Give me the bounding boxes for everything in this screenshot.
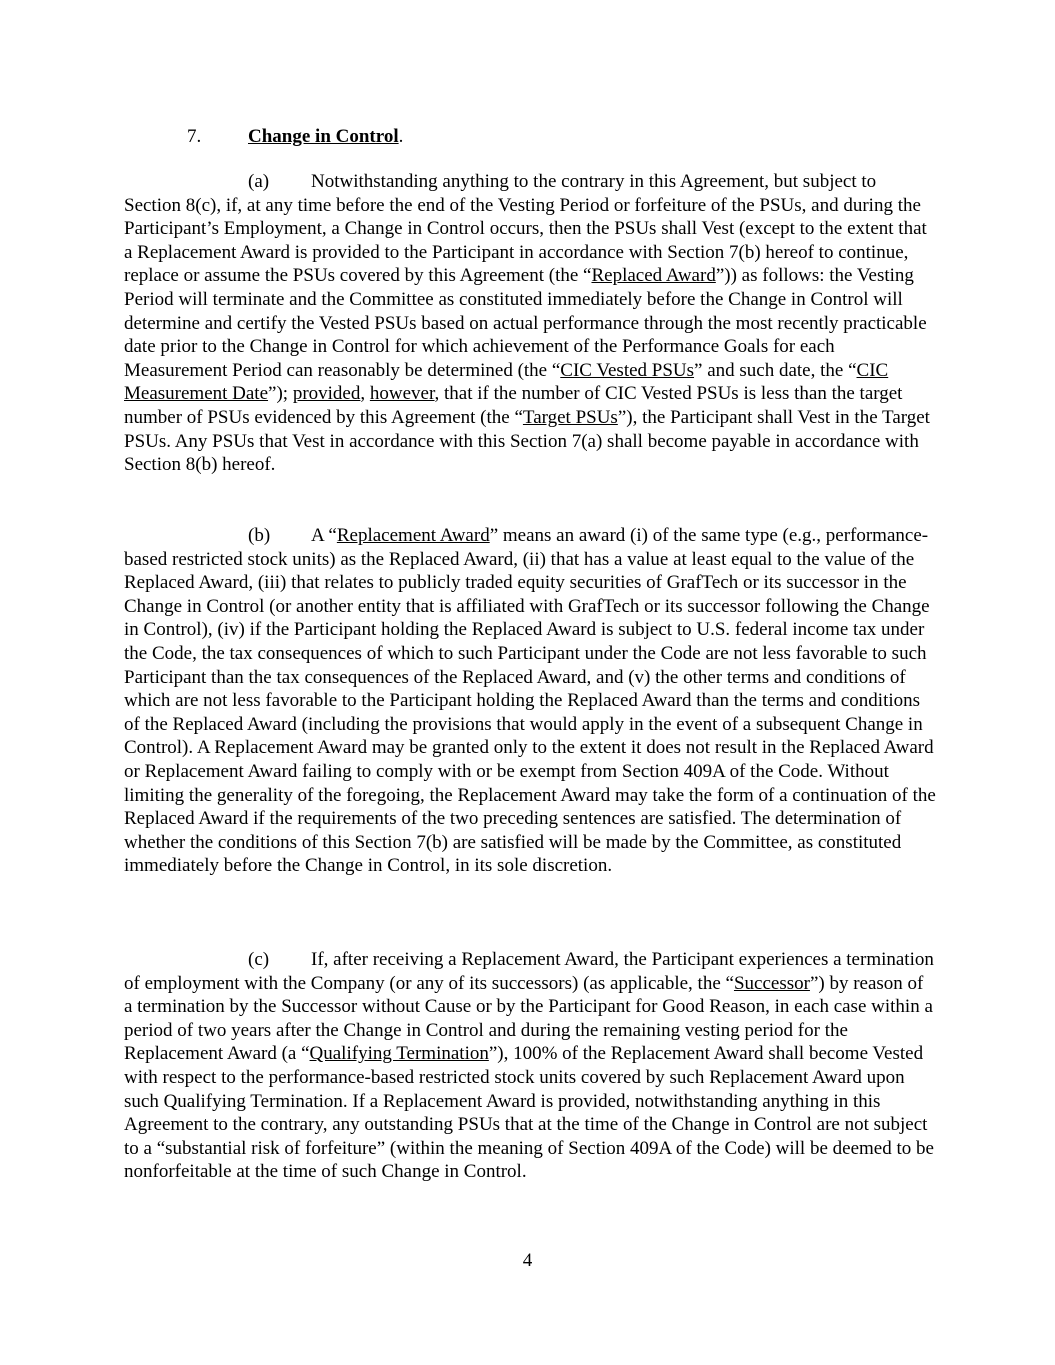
paragraph-a-text: , that if the number of CIC Vested PSUs is less than the target number of PSUs evidenced by this Agreement (the “	[124, 383, 903, 428]
defined-term-cic-vested-psus: CIC Vested PSUs	[560, 359, 695, 381]
paragraph-a-text: ” and such date, the “	[694, 359, 857, 381]
paragraph-a-text: ,	[360, 383, 370, 405]
section-title-suffix: .	[398, 126, 404, 147]
section-title: Change in Control	[248, 126, 399, 147]
emphasis-however: however	[369, 383, 435, 405]
defined-term-cic-measurement-date: CIC Measurement Date	[124, 359, 889, 405]
paragraph-c-text: ”) by reason of a termination by the Successor without Cause or by the Participant for Good Reason, in each case within a period of two years after the Change in Control and during the remaining vesting period for the Replacement Award (a “	[124, 972, 933, 1065]
paragraph-a-text: Notwithstanding anything to the contrary in this Agreement, but subject to Section 8(c), if, at any time before the end of the Vesting Period or forfeiture of the PSUs, and during the Participant’s Employment, a Change in Control occurs, then the PSUs shall Vest (except to the extent that a Replacement Award is provided to the Participant in accordance with Section 7(b) hereof to continue, replace or assume the PSUs covered by this Agreement (the “	[124, 171, 927, 287]
defined-term-target-psus: Target PSUs	[522, 406, 618, 428]
section-heading	[187, 125, 403, 149]
paragraph-a-text: ”)) as follows: the Vesting Period will terminate and the Committee as constituted immediately before the Change in Control will determine and certify the Vested PSUs based on actual performance through the most recently practicable date prior to the Change in Control for which achievement of the Performance Goals for each Measurement Period can reasonably be determined (the “	[124, 265, 927, 381]
paragraph-c-text: If, after receiving a Replacement Award, the Participant experiences a termination of employment with the Company (or any of its successors) (as applicable, the “	[124, 949, 934, 994]
paragraph-c	[124, 948, 936, 1184]
section-number: 7.	[187, 126, 202, 147]
paragraph-a-text: ”);	[268, 383, 293, 405]
defined-term-replacement-award: Replacement Award	[336, 525, 490, 546]
paragraph-b-text: A “	[311, 525, 337, 546]
paragraph-b-label: (b)	[248, 525, 271, 546]
paragraph-a-label: (a)	[248, 171, 270, 192]
paragraph-b	[124, 524, 936, 878]
paragraph-c-label: (c)	[248, 949, 270, 970]
defined-term-qualifying-termination: Qualifying Termination	[309, 1043, 489, 1065]
paragraph-c-text: ”), 100% of the Replacement Award shall become Vested with respect to the performance-based restricted stock units covered by such Replacement Award upon such Qualifying Termination. If a Replacement Award is provided, notwithstanding anything in this Agreement to the contrary, any outstanding PSUs that at the time of the Change in Control are not subject to a “substantial risk of forfeiture” (within the meaning of Section 409A of the Code) will be deemed to be nonforfeitable at the time of such Change in Control.	[124, 1043, 934, 1183]
defined-term-successor: Successor	[733, 972, 810, 994]
paragraph-a-text: ”), the Participant shall Vest in the Target PSUs. Any PSUs that Vest in accordance with this Section 7(a) shall become payable in accordance with Section 8(b) hereof.	[124, 406, 930, 476]
emphasis-provided: provided	[292, 383, 361, 405]
paragraph-b-text: ” means an award (i) of the same type (e.g., performance-based restricted stock units) as the Replaced Award, (ii) that has a value at least equal to the value of the Replaced Award, (iii) that relates to publicly traded equity securities of GrafTech or its successor in the Change in Control (or another entity that is affiliated with GrafTech or its successor following the Change in Control), (iv) if the Participant holding the Replaced Award is subject to U.S. federal income tax under the Code, the tax consequences of which to such Participant under the Code are not less favorable to such Participant than the tax consequences of the Replaced Award, and (v) the other terms and conditions of which are not less favorable to the Participant holding the Replaced Award than the terms and conditions of the Replaced Award (including the provisions that would apply in the event of a subsequent Change in Control). A Replacement Award may be granted only to the extent it does not result in the Replaced Award or Replacement Award failing to comply with or be exempt from Section 409A of the Code. Without limiting the generality of the foregoing, the Replacement Award may take the form of a continuation of the Replaced Award if the requirements of the two preceding sentences are satisfied. The determination of whether the conditions of this Section 7(b) are satisfied will be made by the Committee, as constituted immediately before the Change in Control, in its sole discretion.	[124, 525, 936, 877]
defined-term-replaced-award: Replaced Award	[591, 265, 716, 287]
paragraph-a	[124, 170, 936, 477]
page-number: 4	[522, 1250, 533, 1271]
